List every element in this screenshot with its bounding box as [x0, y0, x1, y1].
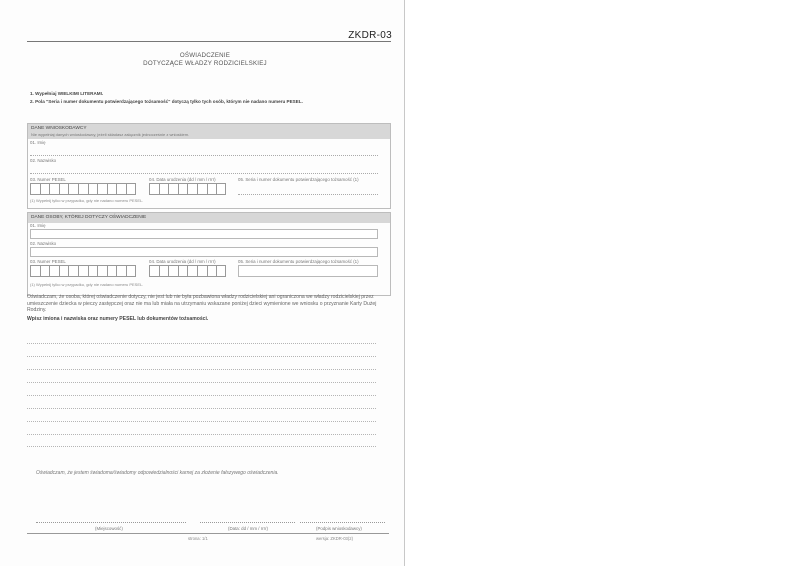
title-line-1: OŚWIADCZENIE: [179, 52, 231, 59]
title-line-2: DOTYCZĄCE WŁADZY RODZICIELSKIEJ: [143, 60, 267, 67]
subject-first-name-label: 01. Imię: [30, 223, 46, 228]
applicant-pesel-cells[interactable]: [30, 183, 136, 195]
form-title: [100, 52, 310, 68]
write-line[interactable]: [27, 382, 376, 383]
section-subject-heading: [28, 213, 390, 223]
applicant-pesel-label: 03. Numer PESEL: [30, 177, 66, 182]
signature-line[interactable]: [300, 522, 385, 523]
instruction-1: 1. Wypełniaj WIELKIMI LITERAMI.: [30, 91, 104, 96]
write-instruction: Wpisz imiona i nazwiska oraz numery PESEL lub dokumentów tożsamości.: [27, 316, 209, 322]
subject-pesel-label: 03. Numer PESEL: [30, 259, 66, 264]
section-applicant-subtitle: Nie wypełniaj danych wnioskodawcy, jeżeli składasz załącznik jednocześnie z wnioskiem.: [31, 132, 190, 137]
subject-birthdate-label: 04. Data urodzenia (dd / mm / rrrr): [149, 259, 216, 264]
applicant-id-document-field[interactable]: [238, 186, 378, 195]
page-number: strona: 1/1: [188, 536, 208, 541]
subject-pesel-cells[interactable]: [30, 265, 136, 277]
form-code: ZKDR-03: [348, 30, 392, 41]
signature-label: (Podpis wnioskodawcy): [316, 526, 362, 531]
applicant-last-name-label: 02. Nazwisko: [30, 158, 57, 163]
date-line[interactable]: [200, 522, 295, 523]
write-line[interactable]: [27, 395, 376, 396]
place-label: (Miejscowość): [95, 526, 123, 531]
footer-rule: [27, 533, 389, 534]
place-line[interactable]: [36, 522, 186, 523]
applicant-last-name-field[interactable]: [30, 165, 378, 174]
applicant-footnote: (1) Wypełnij tylko w przypadku, gdy nie nadano numeru PESEL.: [30, 198, 144, 203]
write-line[interactable]: [27, 446, 376, 447]
write-line[interactable]: [27, 408, 376, 409]
subject-footnote: (1) Wypełnij tylko w przypadku, gdy nie nadano numeru PESEL.: [30, 282, 144, 287]
subject-id-document-field[interactable]: [238, 265, 378, 277]
applicant-birthdate-label: 04. Data urodzenia (dd / mm / rrrr): [149, 177, 216, 182]
applicant-birthdate-cells[interactable]: [149, 183, 226, 195]
subject-last-name-field[interactable]: [30, 247, 378, 257]
subject-last-name-label: 02. Nazwisko: [30, 241, 57, 246]
section-applicant-heading: [28, 124, 390, 139]
write-line[interactable]: [27, 421, 376, 422]
write-line[interactable]: [27, 343, 376, 344]
section-subject-title: DANE OSOBY, KTÓREJ DOTYCZY OŚWIADCZENIE: [31, 215, 147, 220]
date-label: (Data: dd / mm / rrrr): [228, 526, 269, 531]
subject-birthdate-cells[interactable]: [149, 265, 226, 277]
section-applicant-title: DANE WNIOSKODAWCY: [31, 126, 87, 131]
write-line[interactable]: [27, 356, 376, 357]
statement-text: Oświadczam, że osoba, której oświadczenie dotyczy, nie jest lub nie była pozbawiona władzy rodzicielskiej ani ograniczona we władzy rodzicielskiej przez umieszczenie dziecka w pieczy zastępczej oraz nie ma lub miała na utrzymaniu wskazane poniżej dzieci wymienione we wniosku o przyznanie Karty Dużej Rodziny.: [27, 294, 377, 314]
header-rule: [27, 41, 391, 42]
instruction-2: 2. Pola "Seria i numer dokumentu potwierdzającego tożsamość" dotyczą tylko tych osób, którym nie nadano numeru PESEL.: [30, 99, 303, 104]
write-line[interactable]: [27, 369, 376, 370]
applicant-first-name-field[interactable]: [30, 147, 378, 156]
applicant-id-document-label: 05. Seria i numer dokumentu potwierdzającego tożsamość (1): [238, 177, 359, 182]
write-line[interactable]: [27, 434, 376, 435]
subject-id-document-label: 05. Seria i numer dokumentu potwierdzającego tożsamość (1): [238, 259, 359, 264]
form-version: wersja: ZKDR-03(2): [316, 536, 353, 541]
page-edge: [404, 0, 405, 566]
applicant-first-name-label: 01. Imię: [30, 140, 46, 145]
declaration-text: Oświadczam, że jestem świadoma/świadomy odpowiedzialności karnej za złożenie fałszywego oświadczenia.: [36, 470, 279, 476]
subject-first-name-field[interactable]: [30, 229, 378, 239]
